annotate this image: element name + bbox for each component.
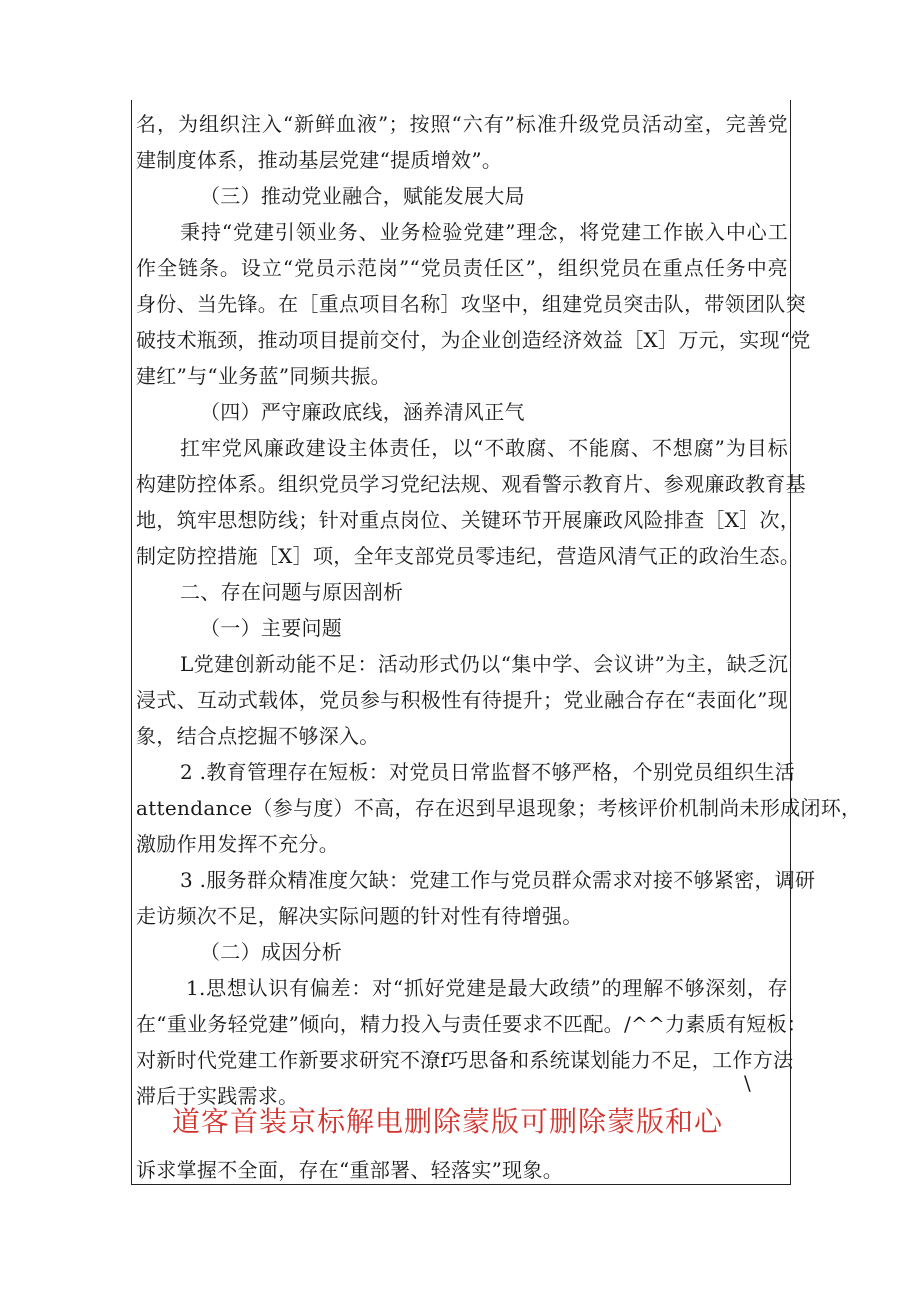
paragraph-line: 走访频次不足，解决实际问题的针对性有待增强。 <box>136 904 583 928</box>
paragraph-line: 诉求掌握不全面，存在“重部署、轻落实”现象。 <box>136 1158 564 1182</box>
paragraph-line: 制定防控措施［X］项，全年支部党员零违纪，营造风清气正的政治生态。 <box>136 544 801 568</box>
section-heading: （一）主要问题 <box>200 616 343 640</box>
list-item: 3 .服务群众精准度欠缺：党建工作与党员群众需求对接不够紧密，调研 <box>180 868 816 892</box>
paragraph-line: 地，筑牢思想防线；针对重点岗位、关键环节开展廉政风险排查［X］次， <box>136 508 801 532</box>
list-item: 1.思想认识有偏差：对“抓好党建是最大政绩”的理解不够深刻，存 <box>186 976 788 1000</box>
paragraph-line: 象，结合点挖掘不够深入。 <box>136 724 380 748</box>
list-item: L党建创新动能不足：活动形式仍以“集中学、会议讲”为主，缺乏沉 <box>180 652 788 676</box>
paragraph-line: attendance（参与度）不高，存在迟到早退现象；考核评价机制尚未形成闭环， <box>136 796 862 820</box>
paragraph-line: 构建防控体系。组织党员学习党纪法规、观看警示教育片、参观廉政教育基 <box>136 472 806 496</box>
paragraph-line: 激励作用发挥不充分。 <box>136 832 339 856</box>
section-heading: 二、存在问题与原因剖析 <box>180 580 404 604</box>
paragraph-line: 建红”与“业务蓝”同频共振。 <box>136 364 391 388</box>
watermark-banner: 道客首装京标解电删除蒙版可删除蒙版和心 <box>172 1105 724 1138</box>
paragraph-line: 身份、当先锋。在［重点项目名称］攻坚中，组建党员突击队，带领团队突 <box>136 292 806 316</box>
section-heading: （四）严守廉政底线，涵养清风正气 <box>200 400 525 424</box>
paragraph-line: 名，为组织注入“新鲜血液”；按照“六有”标准升级党员活动室，完善党 <box>136 112 788 136</box>
section-heading: （二）成因分析 <box>200 940 343 964</box>
paragraph-line: 作全链条。设立“党员示范岗”“党员责任区”，组织党员在重点任务中亮 <box>136 256 788 280</box>
stray-mark: \ <box>744 1071 751 1095</box>
paragraph-line: 建制度体系，推动基层党建“提质增效”。 <box>136 148 503 172</box>
section-heading: （三）推动党业融合，赋能发展大局 <box>200 184 525 208</box>
paragraph-line: 浸式、互动式载体，党员参与积极性有待提升；党业融合存在“表面化”现 <box>136 688 788 712</box>
paragraph-line: 在“重业务轻党建”倾向，精力投入与责任要求不匹配。/^^力素质有短板： <box>136 1012 808 1036</box>
paragraph-line: 对新时代党建工作新要求研究不潦f巧思备和系统谋划能力不足，工作方法 <box>136 1048 794 1072</box>
paragraph-line: 秉持“党建引领业务、业务检验党建”理念，将党建工作嵌入中心工 <box>180 220 788 244</box>
paragraph-line: 破技术瓶颈，推动项目提前交付，为企业创造经济效益［X］万元，实现“党 <box>136 328 811 352</box>
paragraph-line: 滞后于实践需求。 <box>136 1084 299 1108</box>
list-item: 2 .教育管理存在短板：对党员日常监督不够严格，个别党员组织生活 <box>180 760 796 784</box>
paragraph-line: 扛牢党风廉政建设主体责任，以“不敢腐、不能腐、不想腐”为目标 <box>180 436 788 460</box>
